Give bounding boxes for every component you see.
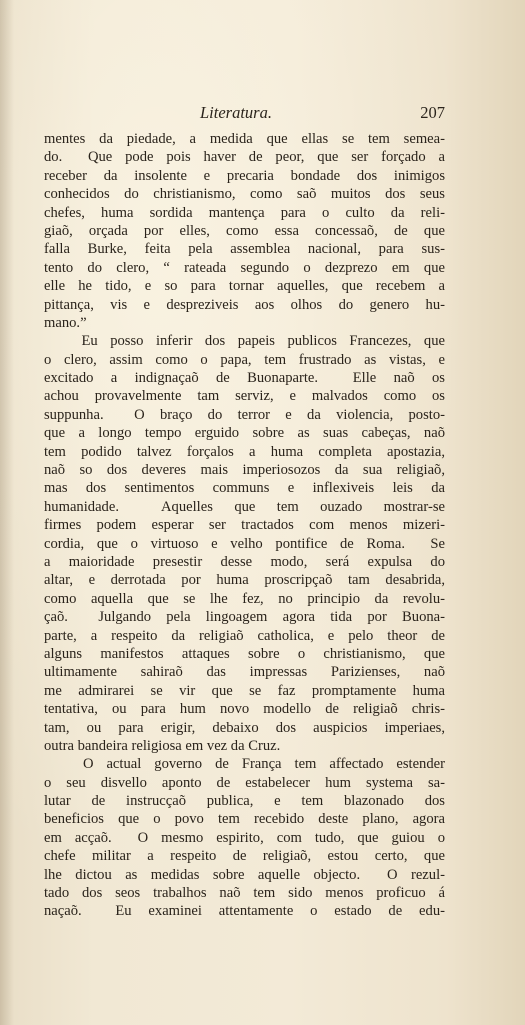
text-line: parte, a respeito da religiaõ catholica, e pelo theor de — [44, 627, 445, 644]
page-header — [200, 103, 445, 123]
text-line: chefes, huma sordida mantença para o culto da reli- — [44, 204, 445, 221]
text-line: outra bandeira religiosa em vez da Cruz. — [44, 737, 281, 754]
text-line: naçaõ. Eu examinei attentamente o estado de edu- — [44, 903, 445, 920]
text-line: pittança, vis e despreziveis aos olhos do genero hu- — [44, 296, 445, 313]
text-line: beneficios que o povo tem recebido deste plano, agora — [44, 811, 445, 828]
text-line: conhecidos do christianismo, como saõ muitos dos seus — [44, 186, 445, 203]
text-line: lutar de instrucçaõ publica, e tem blazonado dos — [44, 793, 445, 810]
text-line: me admirarei se vir que se faz promptamente huma — [44, 682, 445, 699]
text-line: çaõ. Julgando pela lingoagem agora tida por Buona- — [44, 609, 445, 626]
text-line: suppunha. O braço do terror e da violencia, posto- — [44, 406, 445, 423]
text-line: do. Que pode pois haver de peor, que ser forçado a — [44, 149, 445, 166]
text-line: tem podido talvez forçalos a huma completa apostazia, — [44, 443, 445, 460]
text-line: chefe militar a respeito de religiaõ, estou certo, que — [44, 848, 445, 865]
text-line: mas dos sentimentos communs e inflexiveis leis da — [44, 480, 445, 497]
spine-shadow — [0, 0, 14, 1025]
text-line: excitado a indignaçaõ de Buonaparte. Elle naõ os — [44, 370, 445, 387]
body-text — [44, 130, 445, 921]
text-line: mano.” — [44, 314, 87, 331]
text-line: o seu disvello aponto de estabelecer hum systema sa- — [44, 774, 445, 791]
text-line: tentativa, ou para hum novo modello de religiaõ chris- — [44, 701, 445, 718]
text-line: tento do clero, “ rateada segundo o dezprezo em que — [44, 259, 445, 276]
text-line: tam, ou para erigir, debaixo dos auspicios imperiaes, — [44, 719, 445, 736]
text-line: a maioridade presestir desse modo, será expulsa do — [44, 553, 445, 570]
text-line: humanidade. Aquelles que tem ouzado mostrar-se — [44, 498, 445, 515]
text-line: altar, e derrotada por huma proscripçaõ tam desabrida, — [44, 572, 445, 589]
text-line: tado dos seos trabalhos naõ tem sido menos proficuo á — [44, 885, 445, 902]
text-line: falla Burke, feita pela assemblea nacional, para sus- — [44, 241, 445, 258]
text-line: elle he tido, e so para tornar aquelles, que recebem a — [44, 278, 445, 295]
text-line: O actual governo de França tem affectado estender — [44, 756, 445, 773]
text-line: em acçaõ. O mesmo espirito, com tudo, que guiou o — [44, 829, 445, 846]
text-line: Eu posso inferir dos papeis publicos Francezes, que — [44, 333, 445, 350]
text-line: giaõ, orçada por elles, como essa concessaõ, de que — [44, 222, 445, 239]
text-line: como aquella que se lhe fez, no principio da revolu- — [44, 590, 445, 607]
running-head: Literatura. — [200, 103, 272, 122]
text-line: cordia, que o virtuoso e velho pontifice de Roma. Se — [44, 535, 445, 552]
text-line: alguns manifestos attaques sobre o christianismo, que — [44, 645, 445, 662]
text-line: firmes podem esperar ser tractados com menos mizeri- — [44, 517, 445, 534]
text-line: achou provavelmente tam serviz, e malvados como os — [44, 388, 445, 405]
text-line: mentes da piedade, a medida que ellas se tem semea- — [44, 131, 445, 147]
page-number: 207 — [420, 103, 445, 122]
text-line: receber da insolente e precaria bondade dos inimigos — [44, 167, 445, 184]
text-line: ultimamente sahiraõ das impressas Parizienses, naõ — [44, 664, 445, 681]
text-line: o clero, assim como o papa, tem frustrado as vistas, e — [44, 351, 445, 368]
text-line: naõ so dos deveres mais imperiosozos da sua religiaõ, — [44, 462, 445, 479]
text-line: que a longo tempo erguido sobre as suas cabeças, naõ — [44, 425, 445, 442]
text-line: lhe dictou as medidas sobre aquelle objecto. O rezul- — [44, 866, 445, 883]
